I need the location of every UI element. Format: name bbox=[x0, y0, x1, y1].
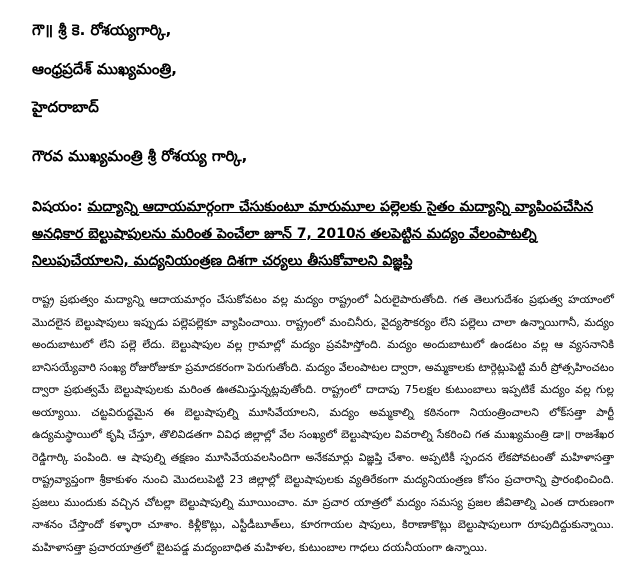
subject-text: మద్యాన్ని ఆదాయమార్గంగా చేసుకుంటూ మారుమూల పల్లెలకు సైతం మద్యాన్ని వ్యాపింపచేసిన అనధికార బెల్టుషాపులను మరింత పెంచేలా జూన్ 7, 2010న తలపెట్టిన మద్యం వేలంపాటల్ని నిలుపుచేయాలని, మద్యనియంత్రణ దిశగా చర్యలు తీసుకోవాలని విజ్ఞప్తి bbox=[32, 199, 594, 269]
recipient-city: హైదరాబాద్ bbox=[32, 98, 99, 116]
subject-label: విషయం: bbox=[32, 199, 83, 215]
subject-line bbox=[32, 194, 612, 275]
body-paragraph: రాష్ట్ర ప్రభుత్వం మద్యాన్ని ఆదాయమార్గం చేసుకోవటం వల్ల మద్యం రాష్ట్రంలో ఏరులైపారుతోంది. గత తెలుగుదేశం ప్రభుత్వ హయాంలో మొదలైన బెల్టుషాపులు ఇప్పుడు పల్లెపల్లెకూ వ్యాపించాయి. రాష్ట్రంలో మంచినీరు, వైద్యసౌకర్యం లేని పల్లెలు చాలా ఉన్నాయిగానీ, మద్యం అందుబాటులో లేని పల్లె లేదు. బెల్టుషాపుల వల్ల గ్రామాల్లో మద్యం ప్రవహిస్తోంది. మద్యం అందుబాటులో ఉండటం వల్ల ఆ వ్యసనానికి బానిసయ్యేవారి సంఖ్య రోజురోజుకూ ప్రమాదకరంగా పెరుగుతోంది. మద్యం వేలంపాటల ద్వారా, అమ్మకాలకు టార్గెట్లుపెట్టి మరీ ప్రోత్సహించటం ద్వారా ప్రభుత్వమే బెల్టుషాపులకు మరింత ఊతమిస్తున్నట్లవుతోంది. రాష్ట్రంలో దాదాపు 75లక్షల కుటుంబాలు ఇప్పటికే మద్యం వల్ల గుల్ల అయ్యాయి. చట్టవిరుద్ధమైన ఈ బెల్టుషాపుల్ని మూసివేయాలని, మద్యం అమ్మకాల్ని కఠినంగా నియంత్రించాలని లోక్‌సత్తా పార్టీ ఉద్యమస్థాయిలో కృషి చేస్తూ, తొలివిడతగా వివిధ జిల్లాల్లో వేల సంఖ్యలో బెల్టుషాపుల వివరాల్ని సేకరించి గత ముఖ్యమంత్రి డా॥ రాజశేఖర రెడ్డిగార్కి పంపింది. ఆ షాపుల్ని తక్షణం మూసివేయవలసిందిగా అనేకమార్లు విజ్ఞప్తి చేశాం. అప్పటికీ స్పందన లేకపోవటంతో మహిళాసత్తా రాష్ట్రవ్యాప్తంగా శ్రీకాకుళం నుంచి మొదలుపెట్టి 23 జిల్లాల్లో బెల్టుషాపులకు వ్యతిరేకంగా మద్యనియంత్రణ కోసం ప్రచారాన్ని ప్రారంభించింది. ప్రజలు ముందుకు వచ్చిన చోటల్లా బెల్టుషాపుల్ని మూయించాం. మా ప్రచార యాత్రలో మద్యం సమస్య ప్రజల జీవితాల్ని ఎంత దారుణంగా నాశనం చేస్తొందో కళ్ళారా చూశాం. కిళ్లీకొట్లు, ఎస్టీడీబూత్‌లు, కూరగాయల షాపులు, కిరాణాకొట్లు బెల్టుషాపులుగా రూపుదిద్దుకున్నాయి. మహిళాసత్తా ప్రచారయాత్రలో బైటపడ్డ మద్యంబాధిత మహిళల, కుటుంబాల గాధలు దయనీయంగా ఉన్నాయి. bbox=[32, 293, 614, 554]
salutation: గౌరవ ముఖ్యమంత్రి శ్రీ రోశయ్య గార్కి, bbox=[32, 147, 248, 165]
recipient-designation: ఆంధ్రప్రదేశ్ ముఖ్యమంత్రి, bbox=[32, 60, 177, 78]
recipient-name: గౌ॥ శ్రీ కె. రోశయ్యగార్కి, bbox=[32, 21, 172, 39]
